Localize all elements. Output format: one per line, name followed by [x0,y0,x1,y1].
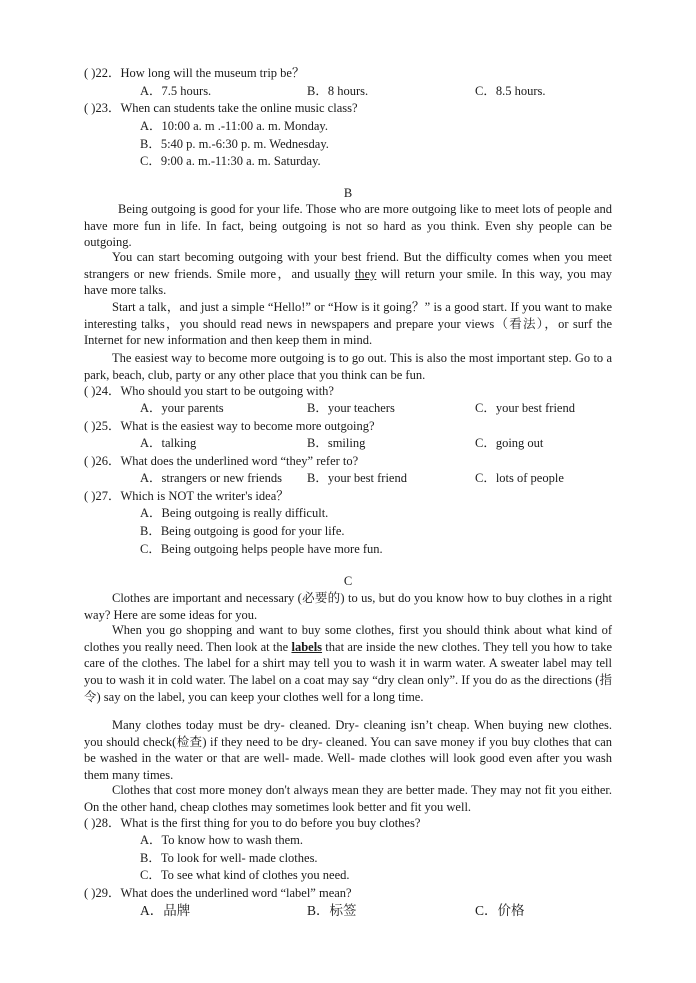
q22-option-b: B．8 hours. [307,84,369,98]
q25-option-a: A．talking [140,436,197,450]
section-c-paragraph-4: Clothes that cost more money don't always mean they are better made. They may not fit you either. On the other hand, cheap clothes may sometimes look better and fit you well. [84,783,612,814]
q29-option-a: A．品牌 [140,903,191,918]
q29-option-b: B．标签 [307,903,357,918]
section-b-paragraph-4: The easiest way to become more outgoing is to go out. This is also the most important step. Go to a park, beach, club, party or any other place that you think can be fun. [84,351,612,382]
q23-option-b: B．5:40 p. m.-6:30 p. m. Wednesday. [140,137,329,151]
underlined-word-they: they [354,266,377,281]
underlined-word-labels: labels [291,639,323,654]
question-29: ( )29．What does the underlined word “label” mean? [84,886,352,900]
q24-option-b: B．your teachers [307,401,395,415]
section-c-paragraph-1: Clothes are important and necessary (必要的) to us, but do you know how to buy clothes in a right way? Here are some ideas for you. [84,591,612,622]
section-b-paragraph-1: Being outgoing is good for your life. Those who are more outgoing like to meet lots of people and have more fun in life. In fact, being outgoing is not so hard as you think. Even shy people can be outgoing. [84,202,612,250]
question-27: ( )27．Which is NOT the writer's idea？ [84,489,289,503]
q23-option-c: C．9:00 a. m.-11:30 a. m. Saturday. [140,154,321,168]
q27-option-b: B．Being outgoing is good for your life. [140,524,345,538]
section-b-paragraph-3: Start a talk，and just a simple “Hello!” or “How is it going？” is a good start. If you want to make interesting talks，you should read news in newspapers and prepare your views（看法），or surf the Internet for new information and then keep them in mind. [84,300,612,348]
q25-option-b: B．smiling [307,436,366,450]
question-28: ( )28．What is the first thing for you to do before you buy clothes? [84,816,421,830]
q27-option-a: A．Being outgoing is really difficult. [140,506,329,520]
q22-option-c: C．8.5 hours. [475,84,546,98]
section-b-title: B [343,186,353,200]
section-c-paragraph-3: Many clothes today must be dry- cleaned. Dry- cleaning isn’t cheap. When buying new clothes. you should check(检查) if they need to be dry- cleaned. You can save money if you buy clothes that can be washed in the water or that are well- made. Well- made clothes will look good even after you wash them many times. [84,718,612,783]
q25-option-c: C．going out [475,436,544,450]
question-24: ( )24．Who should you start to be outgoing with? [84,384,334,398]
q29-option-c: C．价格 [475,903,525,918]
q26-option-a: A．strangers or new friends [140,471,282,485]
q26-option-b: B．your best friend [307,471,407,485]
question-22: ( )22．How long will the museum trip be？ [84,66,305,80]
q27-option-c: C．Being outgoing helps people have more fun. [140,542,383,556]
section-c-paragraph-2: When you go shopping and want to buy some clothes, first you should think about what kind of clothes you really need. Then look at the labels that are inside the new clothes. They tell you how to take care of the clothes. The label for a shirt may tell you to wash it in warm water. A sweater label may tell you to wash it in cold water. The label on a coat may say “dry clean only”. If you do as the directions (指令) say on the label, you can keep your clothes well for a long time. [84,623,612,704]
question-26: ( )26．What does the underlined word “they” refer to? [84,454,359,468]
q28-option-c: C．To see what kind of clothes you need. [140,868,350,882]
q23-option-a: A．10:00 a. m .-11:00 a. m. Monday. [140,119,328,133]
q22-option-a: A．7.5 hours. [140,84,212,98]
section-b-paragraph-2: You can start becoming outgoing with your best friend. But the difficulty comes when you meet strangers or new friends. Smile more，and usually they will return your smile. In this way, you may have more talks. [84,250,612,298]
q26-option-c: C．lots of people [475,471,564,485]
q24-option-c: C．your best friend [475,401,575,415]
q28-option-a: A．To know how to wash them. [140,833,304,847]
question-25: ( )25．What is the easiest way to become more outgoing? [84,419,375,433]
section-c-title: C [343,574,353,588]
question-23: ( )23．When can students take the online music class? [84,101,358,115]
q24-option-a: A．your parents [140,401,224,415]
q28-option-b: B．To look for well- made clothes. [140,851,318,865]
